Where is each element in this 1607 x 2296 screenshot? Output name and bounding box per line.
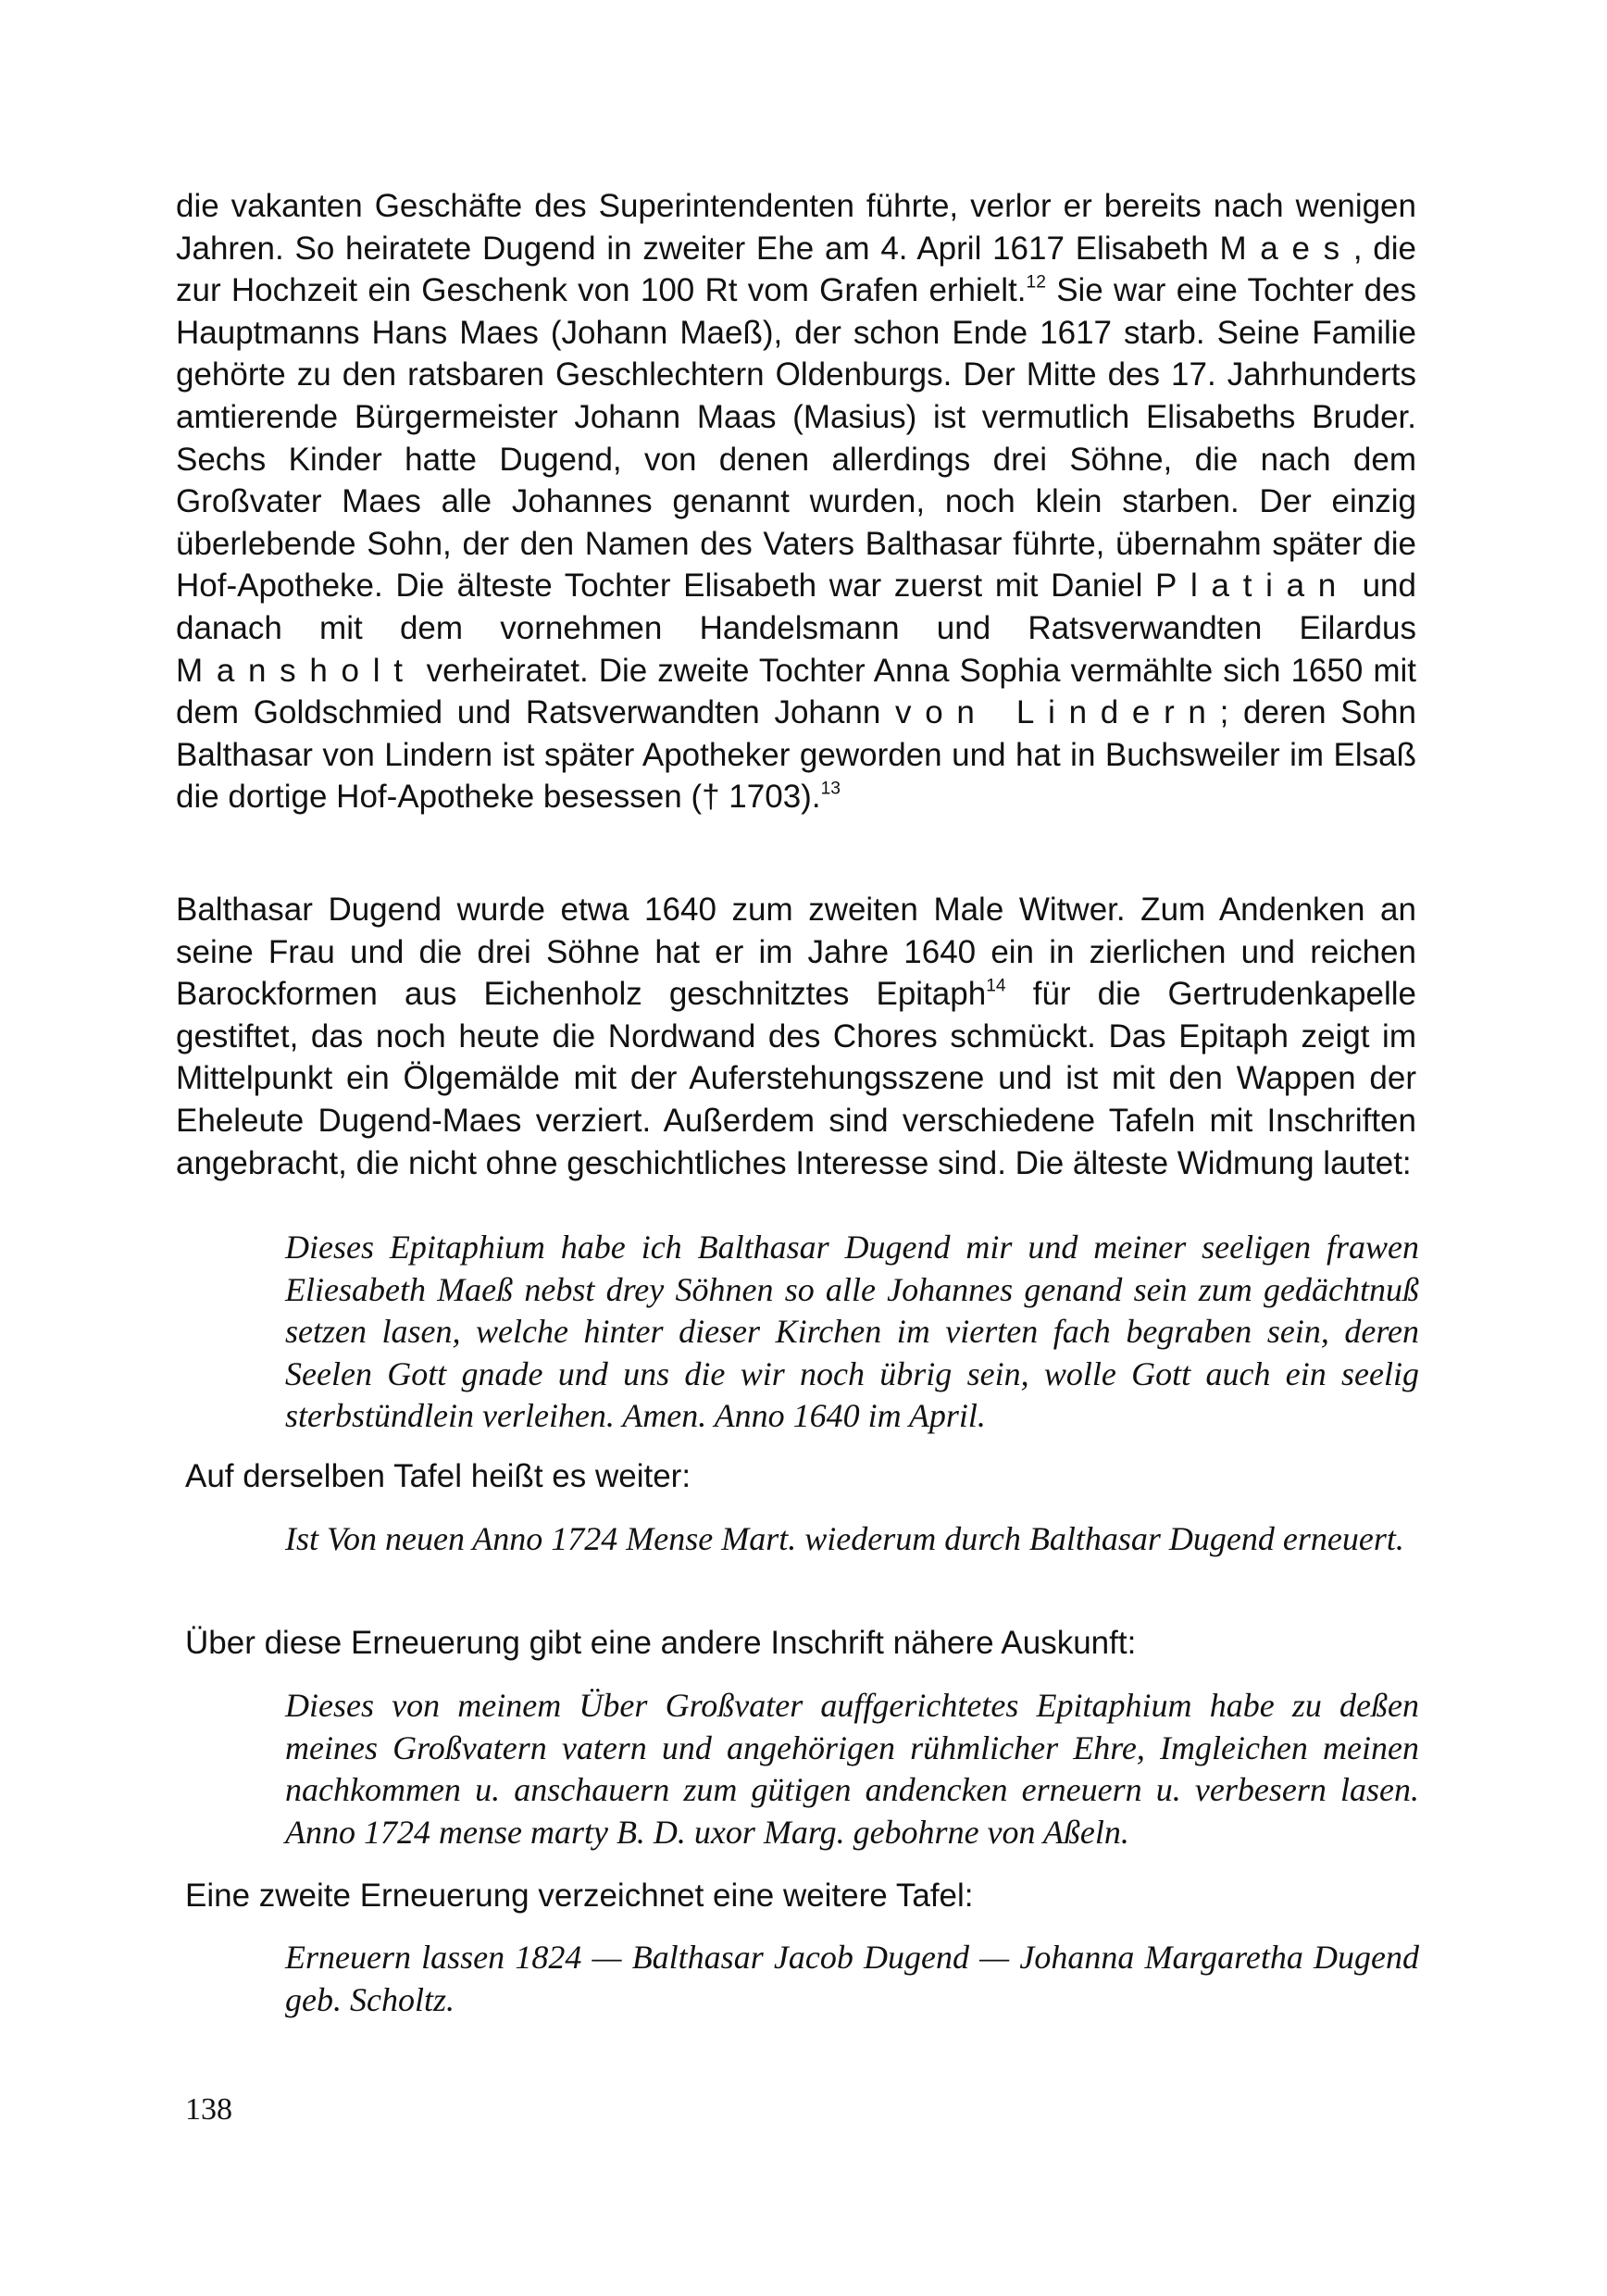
paragraph-dugend-family bbox=[176, 185, 1416, 818]
quote-oldest-dedication: Dieses Epitaphium habe ich Balthasar Dugend mir und meiner seeligen frawen Eliesabeth Maeß nebst drey Söhnen so alle Johannes genand sein zum gedächtnuß setzen lasen, welche hinter dieser Kirchen im vierten fach begraben sein, deren Seelen Gott gnade und uns die wir noch übrig sein, wolle Gott auch ein seelig sterbstündlein verleihen. Amen. Anno 1640 im April. bbox=[285, 1229, 1419, 1434]
page-number: 138 bbox=[185, 2092, 232, 2127]
paragraph-epitaph bbox=[176, 889, 1416, 1184]
spaced-name-platian: Platian bbox=[1155, 568, 1350, 605]
text-segment: für die Gertrudenkapelle gestiftet, das noch heute die Nordwand des Chores schmückt. Das Epitaph zeigt im Mittelpunkt ein Ölgemälde mit der Auferstehungsszene und ist mit den Wappen der Eheleute Dugend-Maes verziert. Außerdem sind verschiedene Tafeln mit Inschriften angebracht, die nicht ohne geschichtliches Interesse sind. Die älteste Widmung lautet: bbox=[176, 976, 1416, 1181]
spaced-name-mansholt: Mansholt bbox=[176, 652, 417, 689]
text-segment: die vakanten Geschäfte des Superintendenten führte, verlor er bereits nach wenigen Jahren. So heiratete Dugend in zweiter Ehe am 4. April 1617 Elisabeth bbox=[176, 188, 1416, 267]
quote-renewal-1824: Erneuern lassen 1824 — Balthasar Jacob Dugend — Johanna Margaretha Dugend geb. Scholtz. bbox=[285, 1939, 1419, 2018]
spaced-name-lindern: von Lindern bbox=[895, 694, 1220, 731]
text-segment: , die zur Hochzeit ein Geschenk von 100 Rt vom Grafen erhielt. bbox=[176, 230, 1417, 309]
lead-other-inscription: Über diese Erneuerung gibt eine andere Inschrift nähere Auskunft: bbox=[185, 1625, 1137, 1661]
lead-second-renewal: Eine zweite Erneuerung verzeichnet eine weitere Tafel: bbox=[185, 1878, 974, 1914]
lead-same-tablet: Auf derselben Tafel heißt es weiter: bbox=[185, 1458, 691, 1494]
text-segment: ; deren Sohn Balthasar von Lindern ist später Apotheker geworden und hat in Buchsweiler im Elsaß die dortige Hof-Apotheke besessen († 1703). bbox=[176, 694, 1416, 816]
text-segment: verheiratet. Die zweite Tochter Anna Sophia vermählte sich 1650 mit dem Goldschmied und Ratsverwandten Johann bbox=[176, 652, 1416, 731]
quote-renewal-1724: Ist Von neuen Anno 1724 Mense Mart. wiederum durch Balthasar Dugend erneuert. bbox=[285, 1520, 1404, 1557]
spaced-name-maes: Maes bbox=[1219, 230, 1353, 267]
footnote-ref-13: 13 bbox=[820, 779, 841, 799]
text-segment: Balthasar Dugend wurde etwa 1640 zum zweiten Male Witwer. Zum Andenken an seine Frau und die drei Söhne hat er im Jahre 1640 ein in zierlichen und reichen Barockformen aus Eichenholz geschnitztes Epitaph bbox=[176, 892, 1416, 1013]
text-segment: und danach mit dem vornehmen Handelsmann und Ratsverwandten Eilardus bbox=[176, 568, 1416, 646]
footnote-ref-12: 12 bbox=[1026, 272, 1046, 293]
text-segment: Sie war eine Tochter des Hauptmanns Hans Maes (Johann Maeß), der schon Ende 1617 starb. Seine Familie gehörte zu den ratsbaren Geschlechtern Oldenburgs. Der Mitte des 17. Jahrhunderts amtierende Bürgermeister Johann Maas (Masius) ist vermutlich Elisabeths Bruder. Sechs Kinder hatte Dugend, von denen allerdings drei Söhne, die nach dem Großvater Maes alle Johannes genannt wurden, noch klein starben. Der einzig überlebende Sohn, der den Namen des Vaters Balthasar führte, übernahm später die Hof-Apotheke. Die älteste Tochter Elisabeth war zuerst mit Daniel bbox=[176, 272, 1416, 605]
quote-great-grandfather: Dieses von meinem Über Großvater auffgerichtetes Epitaphium habe zu deßen meines Großvatern vatern und angehörigen rühmlicher Ehre, Imgleichen meinen nachkommen u. anschauern zum gütigen andencken erneuern u. verbesern lasen. Anno 1724 mense marty B. D. uxor Marg. gebohrne von Aßeln. bbox=[285, 1687, 1419, 1851]
footnote-ref-14: 14 bbox=[986, 976, 1006, 996]
